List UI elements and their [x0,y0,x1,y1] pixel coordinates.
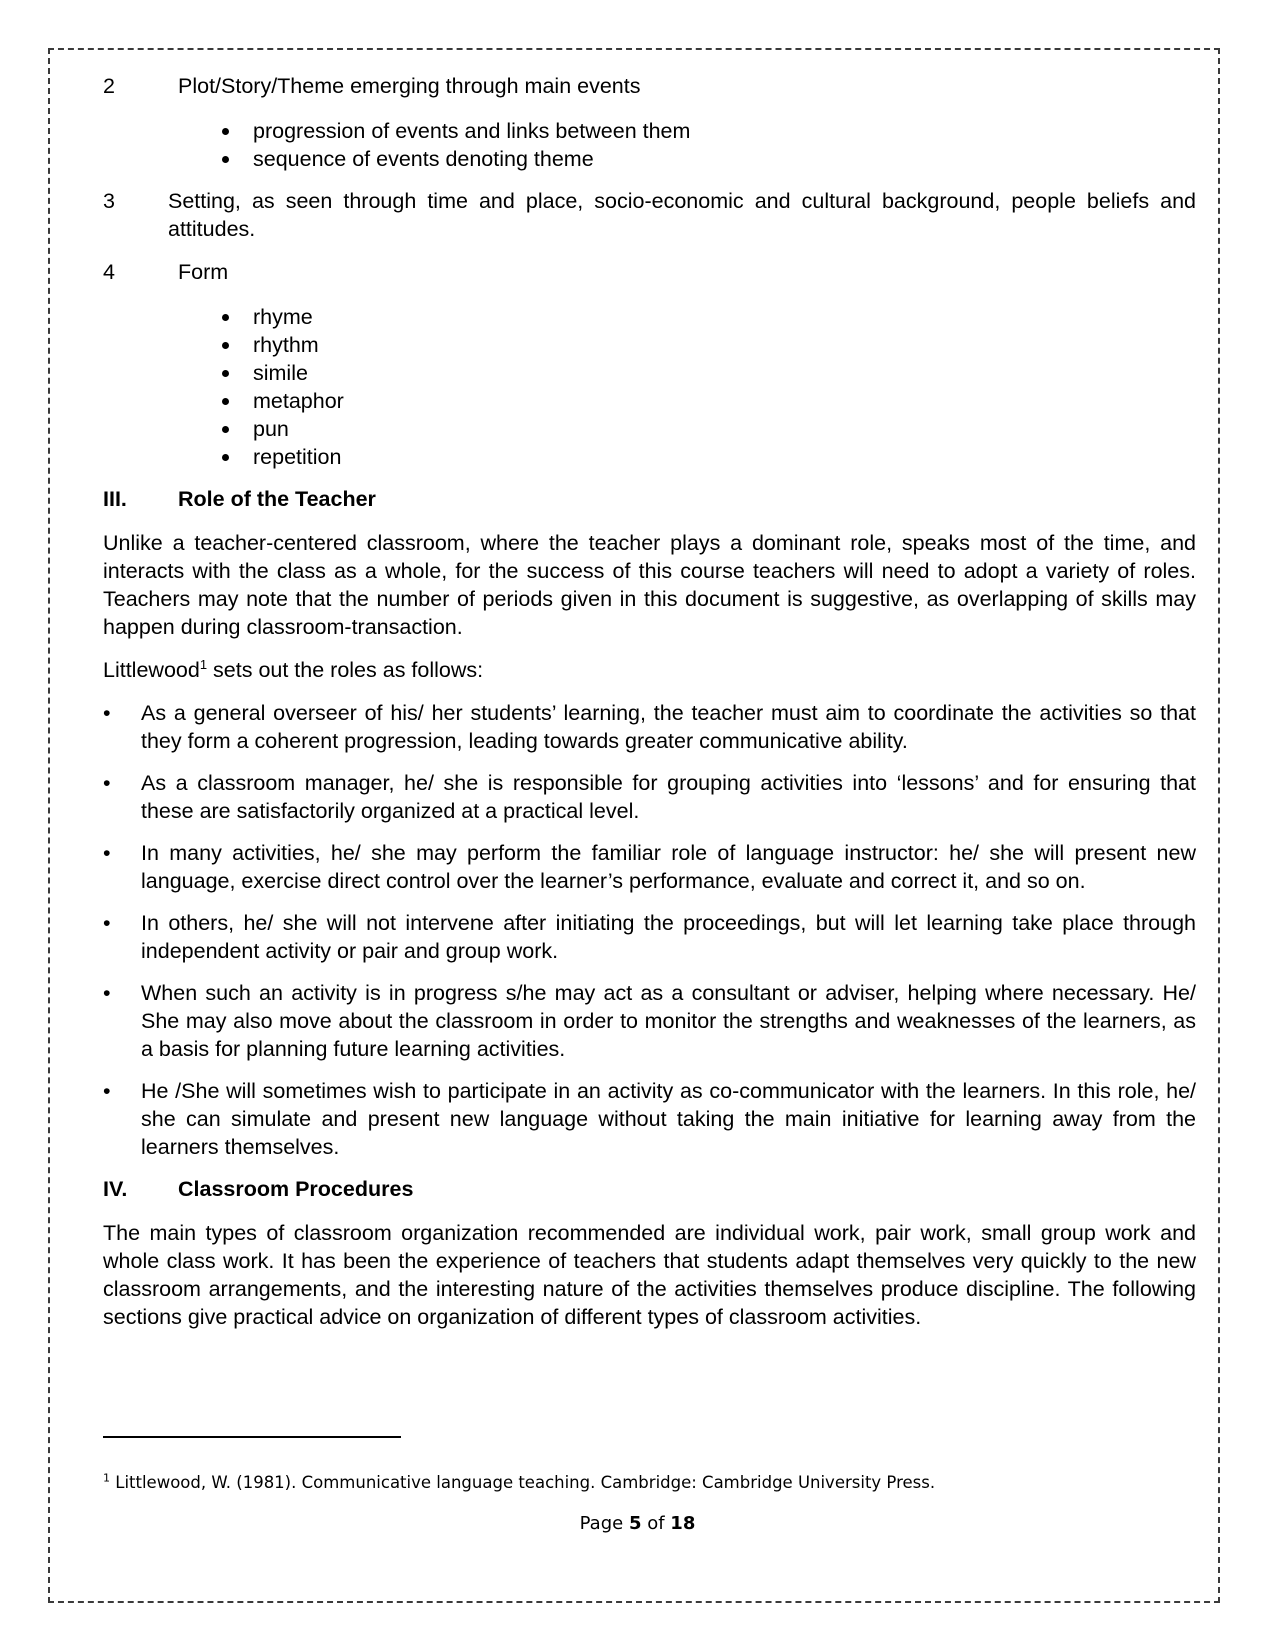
roles-list [103,699,1196,1161]
bullet-item: pun [253,415,1196,443]
item-heading: Plot/Story/Theme emerging through main events [178,74,641,98]
section-title: Role of the Teacher [178,487,376,511]
bullet-item: simile [253,359,1196,387]
item-number: 2 [103,74,115,98]
item-number: 4 [103,260,115,284]
section-numeral: III. [103,487,127,511]
bullet-glyph: • [103,911,111,935]
bullet-item: sequence of events denoting theme [253,145,1196,173]
role-item [103,839,1196,895]
role-item [103,699,1196,755]
section-heading-role-of-teacher [103,485,1196,513]
footnote-separator [103,1436,401,1438]
footnote [103,1472,935,1494]
procedures-paragraph: The main types of classroom organization recommended are individual work, pair work, small group work and whole class work. It has been the experience of teachers that students adapt themselves very quickly to the new classroom arrangements, and the interesting nature of the activities themselves produce discipline. The following sections give practical advice on organization of different types of classroom activities. [103,1221,1196,1329]
page-label: Page [579,1513,624,1534]
page-number [0,1512,1275,1536]
lead-rest: sets out the roles as follows: [207,658,484,682]
role-text: In others, he/ she will not intervene after initiating the proceedings, but will let learning take place through independent activity or pair and group work. [141,911,1196,963]
bullet-item: progression of events and links between them [253,117,1196,145]
section-heading-classroom-procedures [103,1175,1196,1203]
role-text: He /She will sometimes wish to participate in an activity as co-communicator with the learners. In this role, he/ she can simulate and present new language without taking the main initiative for learning away from the learners themselves. [141,1079,1196,1159]
role-item [103,979,1196,1063]
role-text: As a classroom manager, he/ she is responsible for grouping activities into ‘lessons’ and for ensuring that these are satisfactorily organized at a practical level. [141,771,1196,823]
section-numeral: IV. [103,1177,128,1201]
page-current: 5 [628,1513,642,1534]
item-number: 3 [103,189,115,213]
item-2-bullets [103,117,1196,173]
item-heading: Setting, as seen through time and place, socio-economic and cultural background, people beliefs and attitudes. [168,189,1196,241]
section-title: Classroom Procedures [178,1177,414,1201]
role-text: As a general overseer of his/ her students’ learning, the teacher must aim to coordinate the activities so that they form a coherent progression, leading towards greater communicative ability. [141,701,1196,753]
role-text: In many activities, he/ she may perform the familiar role of language instructor: he/ she will present new language, exercise direct control over the learner’s performance, evaluate and correct it, and so on. [141,841,1196,893]
item-4 [103,258,1196,286]
item-heading: Form [178,260,229,284]
bullet-item: metaphor [253,387,1196,415]
item-4-bullets [103,303,1196,471]
item-3 [103,187,1196,243]
footnote-text: Littlewood, W. (1981). Communicative language teaching. Cambridge: Cambridge University Press. [110,1473,936,1492]
page-total: 18 [670,1513,696,1534]
page-of: of [647,1513,665,1534]
bullet-glyph: • [103,771,111,795]
role-item [103,769,1196,825]
bullet-item: rhyme [253,303,1196,331]
role-item [103,1077,1196,1161]
lead-name: Littlewood [103,658,200,682]
page-content [103,72,1196,1331]
bullet-glyph: • [103,841,111,865]
role-item [103,909,1196,965]
footnote-ref: 1 [199,656,208,672]
bullet-glyph: • [103,701,111,725]
bullet-item: rhythm [253,331,1196,359]
role-intro-paragraph: Unlike a teacher-centered classroom, where the teacher plays a dominant role, speaks most of the time, and interacts with the class as a whole, for the success of this course teachers will need to adopt a variety of roles. Teachers may note that the number of periods given in this document is suggestive, as overlapping of skills may happen during classroom-transaction. [103,531,1196,639]
bullet-item: repetition [253,443,1196,471]
littlewood-lead [103,656,1196,684]
bullet-glyph: • [103,981,111,1005]
role-text: When such an activity is in progress s/he may act as a consultant or adviser, helping where necessary. He/ She may also move about the classroom in order to monitor the strengths and weaknesses of the learners, as a basis for planning future learning activities. [141,981,1196,1061]
bullet-glyph: • [103,1079,111,1103]
footnote-marker: 1 [103,1471,110,1485]
item-2 [103,72,1196,100]
